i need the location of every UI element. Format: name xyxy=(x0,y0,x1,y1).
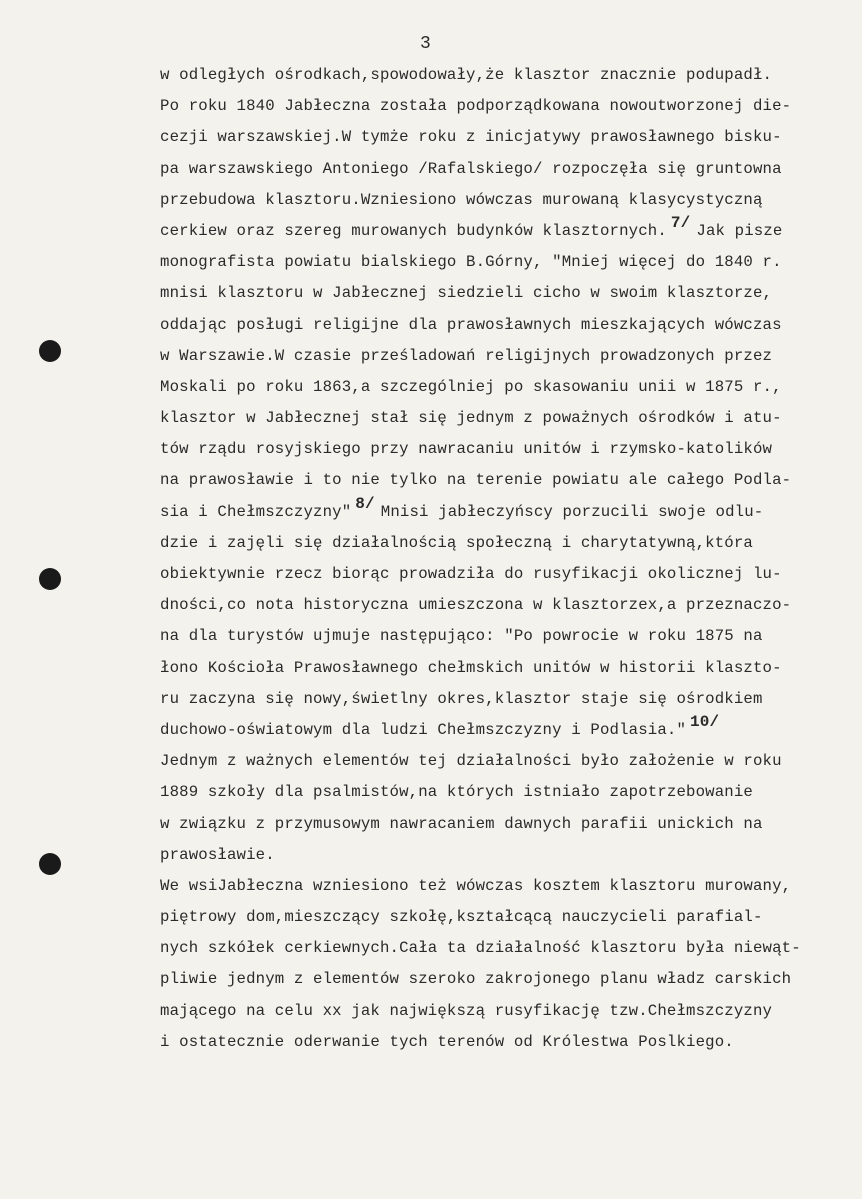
binder-hole-top xyxy=(39,340,61,362)
binder-hole-middle xyxy=(39,568,61,590)
line-text: dzie i zajęli się działalnością społeczną i charytatywną,która xyxy=(160,533,753,552)
text-line xyxy=(160,213,850,247)
line-text: duchowo-oświatowym dla ludzi Chełmszczyzny i Podlasia." xyxy=(160,720,687,739)
text-line xyxy=(160,465,850,496)
text-line xyxy=(160,871,850,902)
line-text: ru zaczyna się nowy,świetlny okres,klasztor staje się ośrodkiem xyxy=(160,689,763,708)
line-text-continued: Jak pisze xyxy=(696,221,783,240)
text-line xyxy=(160,809,850,840)
text-line xyxy=(160,902,850,933)
footnote-marker: 7/ xyxy=(670,213,691,232)
line-text: przebudowa klasztoru.Wzniesiono wówczas murowaną klasycystyczną xyxy=(160,190,763,209)
text-line xyxy=(160,91,850,122)
text-line xyxy=(160,1027,850,1058)
text-line xyxy=(160,653,850,684)
line-text: prawosławie. xyxy=(160,845,275,864)
text-line xyxy=(160,964,850,995)
text-line xyxy=(160,434,850,465)
text-line xyxy=(160,996,850,1027)
text-line xyxy=(160,154,850,185)
line-text: klasztor w Jabłecznej stał się jednym z poważnych ośrodków i atu- xyxy=(160,409,782,428)
text-line xyxy=(160,122,850,153)
line-text-continued: Mnisi jabłeczyńscy porzucili swoje odlu- xyxy=(380,502,764,521)
line-text: piętrowy dom,mieszczący szkołę,kształcącą nauczycieli parafial- xyxy=(160,908,763,927)
text-line xyxy=(160,528,850,559)
text-line xyxy=(160,590,850,621)
line-text: na dla turystów ujmuje następująco: "Po powrocie w roku 1875 na xyxy=(160,627,763,646)
line-text: obiektywnie rzecz biorąc prowadziła do rusyfikacji okolicznej lu- xyxy=(160,565,782,583)
line-text: Po roku 1840 Jabłeczna została podporządkowana nowoutworzonej die- xyxy=(160,97,792,116)
text-line xyxy=(160,247,850,278)
line-text: na prawosławie i to nie tylko na terenie powiatu ale całego Podla- xyxy=(160,471,792,490)
line-text: pa warszawskiego Antoniego /Rafalskiego/ rozpoczęła się gruntowna xyxy=(160,159,782,178)
line-text: pliwie jednym z elementów szeroko zakrojonego planu władz carskich xyxy=(160,970,792,989)
line-text: łono Kościoła Prawosławnego chełmskich unitów w historii klaszto- xyxy=(160,658,782,677)
text-line xyxy=(160,933,850,964)
text-line xyxy=(160,712,850,746)
text-line xyxy=(160,310,850,341)
binder-hole-bottom xyxy=(39,853,61,875)
text-line xyxy=(160,746,850,777)
body-text xyxy=(160,60,850,1058)
text-line xyxy=(160,278,850,309)
text-line xyxy=(160,494,850,528)
text-line xyxy=(160,403,850,434)
text-line xyxy=(160,60,850,91)
line-text: i ostatecznie oderwanie tych terenów od Królestwa Poslkiego. xyxy=(160,1032,734,1051)
line-text: mającego na celu xx jak największą rusyfikację tzw.Chełmszczyzny xyxy=(160,1001,773,1020)
text-line xyxy=(160,777,850,808)
line-text: w związku z przymusowym nawracaniem dawnych parafii unickich na xyxy=(160,814,763,833)
line-text: dności,co nota historyczna umieszczona w klasztorzex,a przeznaczo- xyxy=(160,596,792,615)
text-line xyxy=(160,840,850,871)
line-text: oddając posługi religijne dla prawosławnych mieszkających wówczas xyxy=(160,315,782,334)
text-line xyxy=(160,684,850,715)
line-text: We wsiJabłeczna wzniesiono też wówczas kosztem klasztoru murowany, xyxy=(160,876,792,895)
line-text: 1889 szkoły dla psalmistów,na których istniało zapotrzebowanie xyxy=(160,783,753,802)
line-text: mnisi klasztoru w Jabłecznej siedzieli cicho w swoim klasztorze, xyxy=(160,284,773,303)
line-text: Moskali po roku 1863,a szczególniej po skasowaniu unii w 1875 r., xyxy=(160,377,782,396)
text-line xyxy=(160,185,850,216)
line-text: Jednym z ważnych elementów tej działalności było założenie w roku xyxy=(160,752,782,771)
line-text: w odległych ośrodkach,spowodowały,że klasztor znacznie podupadł. xyxy=(160,66,773,84)
text-line xyxy=(160,621,850,652)
line-text: cerkiew oraz szereg murowanych budynków klasztornych. xyxy=(160,221,667,240)
line-text: w Warszawie.W czasie prześladowań religijnych prowadzonych przez xyxy=(160,346,773,365)
footnote-marker: 8/ xyxy=(355,494,375,513)
text-line xyxy=(160,372,850,403)
page-number: 3 xyxy=(420,34,432,54)
line-text: nych szkółek cerkiewnych.Cała ta działalność klasztoru była niewąt- xyxy=(160,939,801,958)
line-text: sia i Chełmszczyzny" xyxy=(160,502,352,521)
text-line xyxy=(160,341,850,372)
line-text: monografista powiatu bialskiego B.Górny, "Mniej więcej do 1840 r. xyxy=(160,253,782,272)
footnote-marker: 10/ xyxy=(690,712,720,731)
line-text: cezji warszawskiej.W tymże roku z inicjatywy prawosławnego bisku- xyxy=(160,128,782,147)
line-text: tów rządu rosyjskiego przy nawracaniu unitów i rzymsko-katolików xyxy=(160,440,773,459)
text-line xyxy=(160,559,850,590)
